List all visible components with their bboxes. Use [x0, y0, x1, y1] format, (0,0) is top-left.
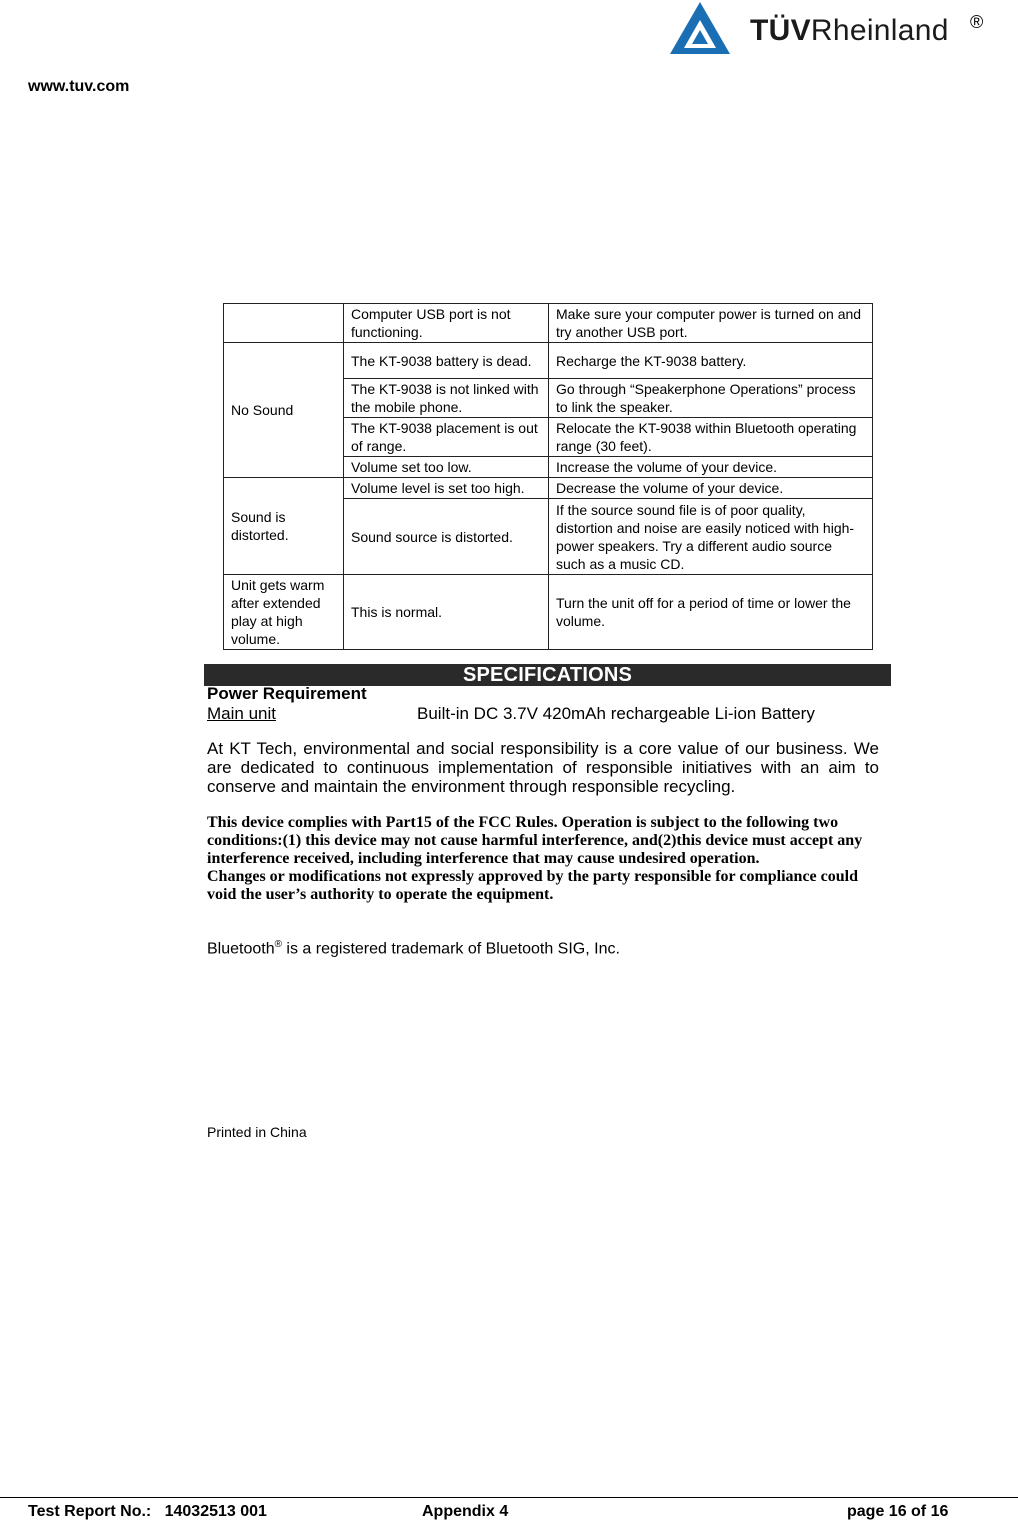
site-url[interactable]: www.tuv.com — [28, 78, 130, 95]
fcc-statement — [207, 814, 887, 904]
table-row — [224, 478, 873, 499]
bluetooth-word: Bluetooth — [207, 940, 275, 958]
logo-reg-mark: ® — [970, 12, 984, 32]
printed-in: Printed in China — [207, 1124, 307, 1140]
cause-cell: Sound source is distorted. — [344, 499, 549, 575]
solution-cell: Increase the volume of your device. — [549, 457, 873, 478]
cause-cell: Computer USB port is not functioning. — [344, 304, 549, 343]
problem-cell: No Sound — [224, 343, 344, 478]
solution-cell: If the source sound file is of poor quality, distortion and noise are easily noticed with high-power speakers. Try a different audio source such as a music CD. — [549, 499, 873, 575]
logo-brand-bold: TÜV — [750, 14, 811, 47]
solution-cell: Turn the unit off for a period of time or lower the volume. — [549, 575, 873, 650]
table-row — [224, 304, 873, 343]
cause-cell: The KT-9038 placement is out of range. — [344, 418, 549, 457]
problem-cell: Unit gets warm after extended play at high volume. — [224, 575, 344, 650]
fcc-compliance-text: This device complies with Part15 of the FCC Rules. Operation is subject to the following two conditions:(1) this device may not cause harmful interference, and(2)this device must accept any interference received, including interference that may cause undesired operation. — [207, 814, 863, 867]
fcc-modification-text: Changes or modifications not expressly approved by the party responsible for compliance could void the user’s authority to operate the equipment. — [207, 868, 858, 903]
footer-divider — [0, 1497, 1018, 1498]
bluetooth-reg-mark: ® — [274, 939, 282, 950]
main-unit-value: Built-in DC 3.7V 420mAh rechargeable Li-ion Battery — [417, 704, 815, 723]
specifications-heading: SPECIFICATIONS — [204, 664, 891, 686]
solution-cell: Go through “Speakerphone Operations” process to link the speaker. — [549, 379, 873, 418]
cause-cell: The KT-9038 battery is dead. — [344, 343, 549, 379]
footer-page-number: page 16 of 16 — [847, 1503, 949, 1520]
problem-cell: Sound is distorted. — [224, 478, 344, 575]
table-row — [224, 343, 873, 379]
cause-cell: The KT-9038 is not linked with the mobile phone. — [344, 379, 549, 418]
footer-appendix: Appendix 4 — [422, 1503, 509, 1520]
problem-cell — [224, 304, 344, 343]
cause-cell: Volume level is set too high. — [344, 478, 549, 499]
cause-cell: This is normal. — [344, 575, 549, 650]
tuv-rheinland-logo — [668, 0, 998, 58]
environment-statement: At KT Tech, environmental and social responsibility is a core value of our business. We are dedicated to continuous implementation of responsible initiatives with an aim to conserve and maintain the environment through responsible recycling. — [207, 739, 879, 796]
main-unit-label: Main unit — [207, 704, 276, 723]
solution-cell: Recharge the KT-9038 battery. — [549, 343, 873, 379]
bluetooth-trademark — [207, 939, 620, 958]
logo-brand-light: Rheinland — [810, 14, 949, 47]
logo-wordmark — [750, 14, 949, 48]
solution-cell: Decrease the volume of your device. — [549, 478, 873, 499]
troubleshooting-table — [223, 303, 873, 650]
table-row — [224, 575, 873, 650]
solution-cell: Make sure your computer power is turned on and try another USB port. — [549, 304, 873, 343]
power-requirement-heading: Power Requirement — [207, 684, 367, 703]
solution-cell: Relocate the KT-9038 within Bluetooth operating range (30 feet). — [549, 418, 873, 457]
footer-report-number: Test Report No.: 14032513 001 — [28, 1503, 267, 1520]
cause-cell: Volume set too low. — [344, 457, 549, 478]
tuv-triangle-icon — [668, 0, 732, 56]
bluetooth-rest: is a registered trademark of Bluetooth SIG, Inc. — [281, 940, 620, 958]
